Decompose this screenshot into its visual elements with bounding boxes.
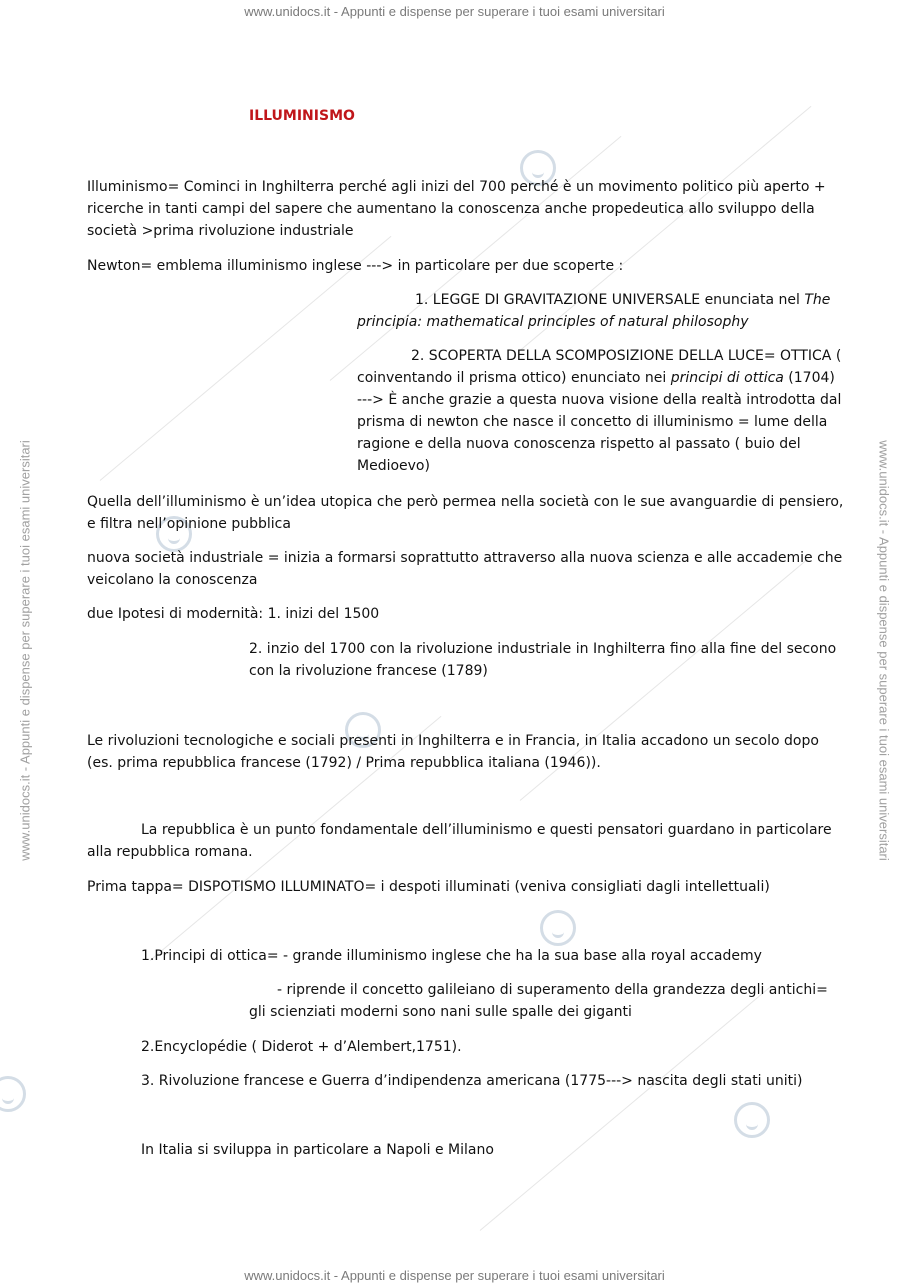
watermark-header: www.unidocs.it - Appunti e dispense per superare i tuoi esami universitari bbox=[244, 4, 665, 19]
watermark-side-left: www.unidocs.it - Appunti e dispense per superare i tuoi esami universitari bbox=[17, 440, 33, 861]
paragraph-societa-industriale: nuova società industriale = inizia a formarsi soprattutto attraverso alla nuova scienza e alle accademie che veicolano la conoscenza bbox=[87, 550, 843, 588]
modernita-ipotesi-2: 2. inzio del 1700 con la rivoluzione industriale in Inghilterra fino alla fine del secono con la rivoluzione francese (1789) bbox=[249, 641, 837, 679]
paragraph-rivoluzioni: Le rivoluzioni tecnologiche e sociali presenti in Inghilterra e in Francia, in Italia accadono un secolo dopo (es. prima repubblica francese (1792) / Prima repubblica italiana (1946)). bbox=[87, 733, 819, 771]
newton-discovery-2: 2. SCOPERTA DELLA SCOMPOSIZIONE DELLA LUCE= OTTICA ( coinventando il prisma ottico) enunciato nei principi di ottica (1704) ---> È anche grazie a questa nuova visione della realtà introdotta dal prisma di newton che nasce il concetto di illuminismo = lume della ragione e della nuova conoscenza rispetto al passato ( buio del Medioevo) bbox=[357, 348, 842, 474]
watermark-side-right: www.unidocs.it - Appunti e dispense per superare i tuoi esami universitari bbox=[876, 440, 892, 861]
watermark-logo-icon bbox=[540, 910, 576, 946]
paragraph-utopia: Quella dell’illuminismo è un’idea utopica che però permea nella società con le sue avanguardie di pensiero, e filtra nell’opinione pubblica bbox=[87, 494, 844, 532]
paragraph-illuminismo: Illuminismo= Cominci in Inghilterra perché agli inizi del 700 perché è un movimento politico più aperto + ricerche in tanti campi del sapere che aumentano la conoscenza anche propedeutica allo sviluppo della società >prima rivoluzione industriale bbox=[87, 179, 826, 239]
list-item-rivoluzione-francese: 3. Rivoluzione francese e Guerra d’indipendenza americana (1775---> nascita degli stati uniti) bbox=[141, 1073, 803, 1089]
watermark-logo-icon bbox=[734, 1102, 770, 1138]
paragraph-newton: Newton= emblema illuminismo inglese ---> in particolare per due scoperte : bbox=[87, 258, 624, 274]
list-item-encyclopedie: 2.Encyclopédie ( Diderot + d’Alembert,1751). bbox=[141, 1039, 462, 1055]
list-item-principi-ottica: 1.Principi di ottica= - grande illuminismo inglese che ha la sua base alla royal accademy bbox=[141, 948, 762, 964]
paragraph-modernita: due Ipotesi di modernità: 1. inizi del 1500 bbox=[87, 606, 380, 622]
paragraph-repubblica: La repubblica è un punto fondamentale dell’illuminismo e questi pensatori guardano in particolare alla repubblica romana. bbox=[87, 822, 832, 860]
document-title: ILLUMINISMO bbox=[249, 108, 355, 124]
list-item-principi-ottica-detail: - riprende il concetto galileiano di superamento della grandezza degli antichi= gli scienziati moderni sono nani sulle spalle dei giganti bbox=[249, 982, 828, 1020]
newton-discovery-1: 1. LEGGE DI GRAVITAZIONE UNIVERSALE enunciata nel The principia: mathematical principles of natural philosophy bbox=[357, 292, 831, 330]
watermark-footer: www.unidocs.it - Appunti e dispense per superare i tuoi esami universitari bbox=[244, 1268, 665, 1283]
paragraph-italia: In Italia si sviluppa in particolare a Napoli e Milano bbox=[141, 1142, 494, 1158]
paragraph-prima-tappa: Prima tappa= DISPOTISMO ILLUMINATO= i despoti illuminati (veniva consigliati dagli intellettuali) bbox=[87, 879, 770, 895]
watermark-logo-icon bbox=[0, 1076, 26, 1112]
